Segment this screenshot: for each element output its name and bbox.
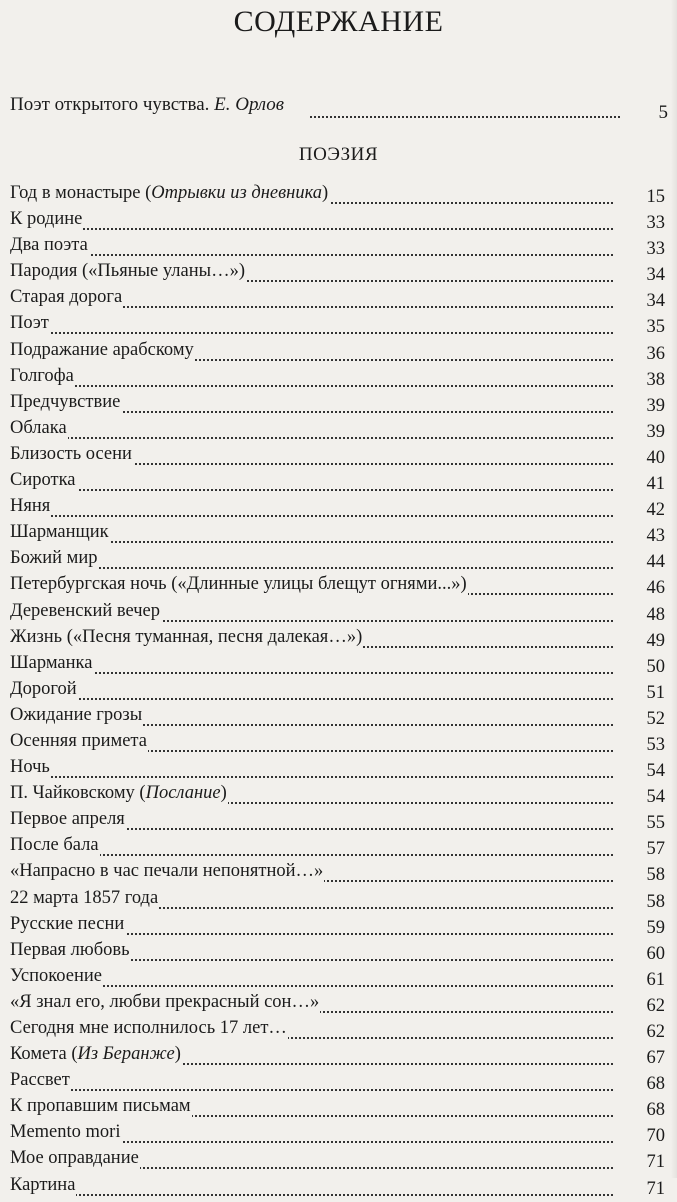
dot-leader xyxy=(10,310,613,334)
entry-title-italic: Послание xyxy=(145,783,221,804)
toc-entry xyxy=(10,232,665,258)
entry-title xyxy=(10,415,68,441)
entry-title xyxy=(10,363,75,389)
entry-title-text: Петербургская ночь («Длинные улицы блещут огнями...») xyxy=(10,574,467,595)
toc-row xyxy=(10,1015,665,1041)
page-number: 42 xyxy=(646,500,665,521)
toc-entry xyxy=(10,754,665,780)
page-number: 41 xyxy=(646,474,665,495)
page-number: 52 xyxy=(646,708,665,729)
entry-title xyxy=(10,989,320,1015)
page-number: 46 xyxy=(646,578,665,599)
page-number: 68 xyxy=(646,1100,665,1121)
toc-entry xyxy=(10,728,665,754)
page-number: 71 xyxy=(646,1178,665,1199)
page-number: 62 xyxy=(646,995,665,1016)
toc-entry xyxy=(10,858,665,884)
page-number: 50 xyxy=(646,656,665,677)
entry-title xyxy=(10,337,195,363)
entry-title xyxy=(10,598,161,624)
toc-row xyxy=(10,937,665,963)
entry-title xyxy=(10,258,246,284)
entry-title xyxy=(10,1067,71,1093)
entry-title-text: Два поэта xyxy=(10,235,88,256)
toc-row xyxy=(10,728,665,754)
entry-title-text: Memento mori xyxy=(10,1122,121,1143)
toc-row xyxy=(10,676,665,702)
toc-entry xyxy=(10,467,665,493)
entry-title-text: Облака xyxy=(10,417,67,438)
entry-title-text: Картина xyxy=(10,1174,76,1195)
entry-title-text: К родине xyxy=(10,209,83,230)
toc-entry xyxy=(10,885,665,911)
entry-title xyxy=(10,1041,182,1067)
toc-row xyxy=(10,1145,665,1171)
toc-entry xyxy=(10,415,665,441)
page-number: 36 xyxy=(646,343,665,364)
page-number: 60 xyxy=(646,943,665,964)
toc-row xyxy=(10,598,665,624)
toc-entry xyxy=(10,989,665,1015)
entry-title xyxy=(10,1172,76,1198)
dot-leader xyxy=(10,363,613,387)
toc-row xyxy=(10,310,665,336)
entry-title-text: Деревенский вечер xyxy=(10,600,161,621)
entry-title-text: Осенняя примета xyxy=(10,730,147,751)
toc-entry xyxy=(10,180,665,206)
toc-entry xyxy=(10,624,665,650)
dot-leader xyxy=(10,676,613,700)
page-number: 44 xyxy=(646,552,665,573)
entry-title-italic: Отрывки из дневника xyxy=(151,183,323,203)
page-number: 55 xyxy=(646,813,665,834)
entry-title xyxy=(10,232,89,258)
entry-title-text: Шарманщик xyxy=(10,522,109,543)
page-edge-shadow xyxy=(671,0,677,1178)
toc-entry xyxy=(10,911,665,937)
entry-title-text: Рассвет xyxy=(10,1070,70,1091)
toc-entry xyxy=(10,1041,665,1067)
entry-title-text: После бала xyxy=(10,835,99,856)
entry-title xyxy=(10,885,159,911)
entry-title xyxy=(10,963,103,989)
toc-row xyxy=(10,363,665,389)
dot-leader xyxy=(10,206,613,230)
page-number: 39 xyxy=(646,421,665,442)
page-number: 61 xyxy=(646,969,665,990)
entry-title xyxy=(10,180,329,206)
entry-title-text: Подражание арабскому xyxy=(10,339,194,360)
dot-leader xyxy=(10,754,613,778)
page-number: 15 xyxy=(646,187,665,207)
page-number: 54 xyxy=(646,787,665,808)
toc-entry xyxy=(10,780,665,806)
toc-row xyxy=(10,989,665,1015)
entry-title xyxy=(10,1015,288,1041)
entry-title-text: Божий мир xyxy=(10,548,98,569)
toc-row xyxy=(10,545,665,571)
entry-title xyxy=(10,806,126,832)
toc-row xyxy=(10,337,665,363)
toc-row xyxy=(10,389,665,415)
page-number: 68 xyxy=(646,1074,665,1095)
dot-leader xyxy=(10,650,613,674)
toc-entry xyxy=(10,650,665,676)
entry-title-text: Ожидание грозы xyxy=(10,704,143,725)
toc-entry xyxy=(10,258,665,284)
entry-title-text: Дорогой xyxy=(10,678,77,699)
dot-leader xyxy=(10,232,613,256)
page-number: 33 xyxy=(646,239,665,260)
entry-title xyxy=(10,728,148,754)
entry-title-text: К пропавшим письмам xyxy=(10,1096,191,1117)
entry-title-text: Мое оправдание xyxy=(10,1148,139,1169)
toc-row xyxy=(10,1041,665,1067)
toc-list xyxy=(10,180,665,1198)
page-title: СОДЕРЖАНИЕ xyxy=(233,5,444,38)
entry-title xyxy=(10,389,121,415)
entry-title xyxy=(10,1119,121,1145)
toc-row xyxy=(10,911,665,937)
toc-entry xyxy=(10,963,665,989)
entry-title-text: Ночь xyxy=(10,757,50,778)
preface-entry xyxy=(10,94,674,126)
dot-leader xyxy=(10,832,613,856)
toc-row xyxy=(10,702,665,728)
entry-title-text: Успокоение xyxy=(10,965,102,986)
toc-entry xyxy=(10,310,665,336)
page-number: 51 xyxy=(646,682,665,703)
toc-entry xyxy=(10,284,665,310)
entry-title-text: «Я знал его, любви прекрасный сон…» xyxy=(10,991,320,1012)
toc-entry xyxy=(10,676,665,702)
toc-row xyxy=(10,832,665,858)
entry-title xyxy=(10,911,125,937)
toc-row xyxy=(10,963,665,989)
page-number: 35 xyxy=(646,317,665,338)
toc-row xyxy=(10,493,665,519)
page-number: 34 xyxy=(646,265,665,286)
toc-row xyxy=(10,441,665,467)
entry-title xyxy=(10,206,83,232)
page-number: 70 xyxy=(646,1126,665,1147)
entry-title-italic: Из Беранже xyxy=(77,1044,175,1065)
entry-title xyxy=(10,493,51,519)
page-number: 43 xyxy=(646,526,665,547)
toc-row xyxy=(10,858,665,884)
toc-entry xyxy=(10,1172,665,1198)
toc-row xyxy=(10,650,665,676)
section-title: ПОЭЗИЯ xyxy=(298,144,379,165)
toc-entry xyxy=(10,937,665,963)
toc-row xyxy=(10,1093,665,1119)
entry-title xyxy=(10,1093,192,1119)
toc-row xyxy=(10,885,665,911)
entry-title xyxy=(10,780,228,806)
page-number: 40 xyxy=(646,447,665,468)
toc-entry xyxy=(10,519,665,545)
toc-row xyxy=(10,780,665,806)
entry-title-text: Первое апреля xyxy=(10,809,125,830)
entry-title-text: Год в монастыре ( xyxy=(10,183,152,203)
page-number: 58 xyxy=(646,865,665,886)
preface-text: Поэт открытого чувства. Е. Орлов xyxy=(10,94,285,115)
entry-title xyxy=(10,676,78,702)
toc-row xyxy=(10,467,665,493)
entry-title xyxy=(10,310,50,336)
toc-row xyxy=(10,415,665,441)
toc-entry xyxy=(10,1067,665,1093)
toc-row xyxy=(10,519,665,545)
dot-leader xyxy=(10,467,613,491)
entry-title-text: Предчувствие xyxy=(10,391,121,412)
entry-title-text: Сегодня мне исполнилось 17 лет… xyxy=(10,1018,287,1038)
entry-title-text: П. Чайковскому ( xyxy=(10,783,146,804)
dot-leader xyxy=(10,415,613,439)
entry-title-text: Пародия («Пьяные уланы…») xyxy=(10,261,245,282)
entry-title xyxy=(10,519,110,545)
dot-leader xyxy=(10,1172,613,1196)
entry-title-text: 22 марта 1857 года xyxy=(10,887,159,908)
entry-title xyxy=(10,545,98,571)
entry-title-text: Няня xyxy=(10,496,51,517)
entry-title-suffix: ) xyxy=(322,183,329,203)
toc-row xyxy=(10,180,665,206)
toc-entry xyxy=(10,1119,665,1145)
entry-title-text: Первая любовь xyxy=(10,939,130,960)
entry-title xyxy=(10,702,143,728)
toc-entry xyxy=(10,545,665,571)
toc-entry xyxy=(10,441,665,467)
page-number: 38 xyxy=(646,369,665,390)
entry-title xyxy=(10,571,468,597)
page-number: 48 xyxy=(646,604,665,625)
entry-title xyxy=(10,650,93,676)
entry-title-text: Близость осени xyxy=(10,443,132,464)
toc-row xyxy=(10,571,665,597)
entry-title-text: Шарманка xyxy=(10,652,93,673)
toc-row xyxy=(10,754,665,780)
page-number: 54 xyxy=(646,761,665,782)
toc-entry xyxy=(10,363,665,389)
page-number: 58 xyxy=(646,891,665,912)
entry-title xyxy=(10,1145,140,1171)
toc-row xyxy=(10,206,665,232)
entry-title-text: Русские песни xyxy=(10,913,125,934)
page-number: 62 xyxy=(646,1022,665,1042)
entry-title xyxy=(10,937,131,963)
toc-row xyxy=(10,284,665,310)
entry-title xyxy=(10,832,100,858)
toc-entry xyxy=(10,598,665,624)
toc-entry xyxy=(10,571,665,597)
toc-row xyxy=(10,258,665,284)
page-number: 67 xyxy=(646,1048,665,1069)
toc-row xyxy=(10,806,665,832)
entry-title-text: «Напрасно в час печали непонятной…» xyxy=(10,861,324,882)
entry-title-text: Старая дорога xyxy=(10,287,123,308)
page-number: 53 xyxy=(646,734,665,755)
entry-title-text: Жизнь («Песня туманная, песня далекая…») xyxy=(10,626,363,647)
toc-entry xyxy=(10,702,665,728)
entry-title-suffix: ) xyxy=(220,783,227,804)
entry-title xyxy=(10,441,133,467)
page-number: 34 xyxy=(646,291,665,312)
entry-title-suffix: ) xyxy=(174,1044,181,1065)
entry-title xyxy=(10,467,77,493)
dot-leader xyxy=(310,96,620,118)
toc-row xyxy=(10,624,665,650)
toc-entry xyxy=(10,389,665,415)
entry-title xyxy=(10,624,363,650)
toc-entry xyxy=(10,1093,665,1119)
entry-title-text: Комета ( xyxy=(10,1044,78,1065)
entry-title-text: Сиротка xyxy=(10,470,76,491)
toc-row xyxy=(10,1119,665,1145)
toc-entry xyxy=(10,1145,665,1171)
entry-title xyxy=(10,754,51,780)
entry-title xyxy=(10,284,123,310)
dot-leader xyxy=(10,545,613,569)
entry-title-text: Поэт xyxy=(10,313,49,334)
toc-entry xyxy=(10,1015,665,1041)
page-number: 39 xyxy=(646,395,665,416)
toc-entry xyxy=(10,832,665,858)
page-number: 57 xyxy=(646,839,665,860)
entry-title-text: Голгофа xyxy=(10,365,74,386)
page-number: 33 xyxy=(646,213,665,234)
toc-entry xyxy=(10,806,665,832)
toc-row xyxy=(10,1172,665,1198)
page-number: 49 xyxy=(646,630,665,651)
preface-author: Е. Орлов xyxy=(214,94,285,115)
page-number: 71 xyxy=(646,1152,665,1173)
toc-row xyxy=(10,1067,665,1093)
dot-leader xyxy=(10,1067,613,1091)
toc-entry xyxy=(10,337,665,363)
page-number: 59 xyxy=(646,917,665,938)
entry-title xyxy=(10,858,324,884)
toc-entry xyxy=(10,493,665,519)
page-number: 5 xyxy=(658,102,668,123)
toc-row xyxy=(10,232,665,258)
dot-leader xyxy=(10,493,613,517)
toc-entry xyxy=(10,206,665,232)
